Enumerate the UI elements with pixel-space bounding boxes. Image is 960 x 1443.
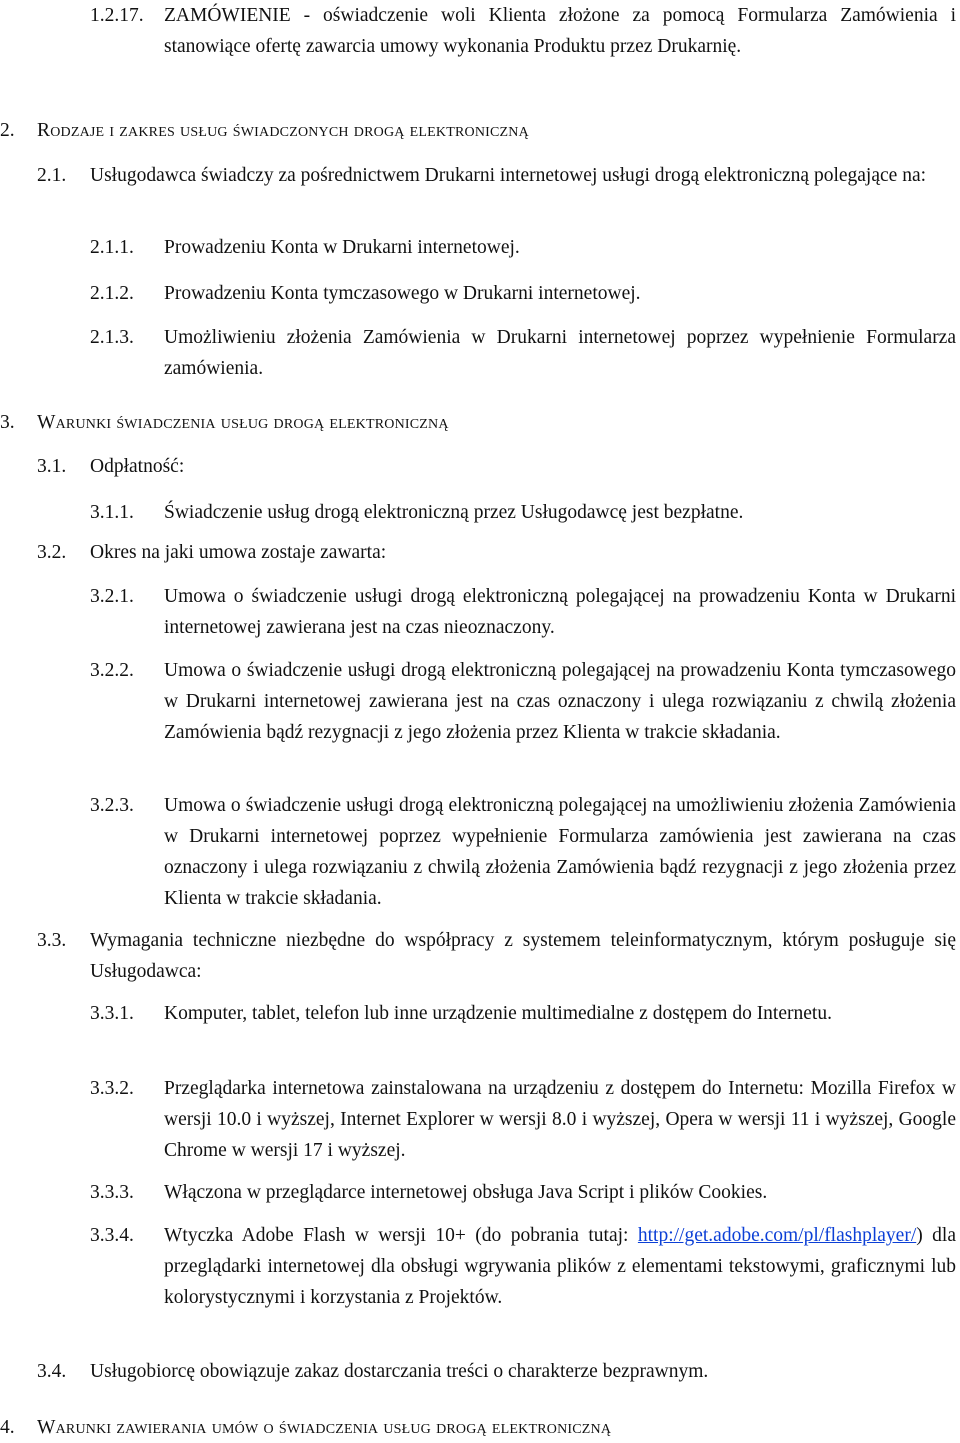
clause-text: Świadczenie usług drogą elektroniczną przez Usługodawcę jest bezpłatne.	[164, 502, 744, 523]
clause-number: 3.2.3.	[90, 795, 134, 816]
section-number: 3.	[0, 412, 15, 433]
clause-text: Umowa o świadczenie usługi drogą elektroniczną polegającej na prowadzeniu Konta w Drukarni internetowej zawierana jest na czas nieoznaczony.	[164, 586, 956, 638]
clause-number: 2.1.3.	[90, 327, 134, 348]
clause-text	[164, 1220, 956, 1313]
clause-text-after: ) dla przeglądarki internetowej dla obsługi wgrywania plików z elementami tekstowymi, graficznymi lub kolorystycznymi i korzystania z Projektów.	[164, 1225, 956, 1308]
clause-text: Okres na jaki umowa zostaje zawarta:	[90, 542, 387, 563]
clause-number: 3.3.2.	[90, 1078, 134, 1099]
clause-text: Odpłatność:	[90, 456, 185, 477]
clause-number: 3.2.	[37, 542, 67, 563]
section-number: 2.	[0, 120, 15, 141]
clause-text: Usługodawca świadczy za pośrednictwem Drukarni internetowej usługi drogą elektroniczną polegające na:	[90, 165, 927, 186]
clause-number: 3.3.4.	[90, 1225, 134, 1246]
clause-text: Umożliwieniu złożenia Zamówienia w Drukarni internetowej poprzez wypełnienie Formularza zamówienia.	[164, 327, 956, 379]
clause-text: Wymagania techniczne niezbędne do współpracy z systemem teleinformatycznym, którym posługuje się Usługodawca:	[90, 930, 956, 982]
clause-number: 2.1.2.	[90, 283, 134, 304]
clause-text: ZAMÓWIENIE - oświadczenie woli Klienta złożone za pomocą Formularza Zamówienia i stanowiące ofertę zawarcia umowy wykonania Produktu przez Drukarnię.	[164, 5, 956, 57]
clause-text-before: Wtyczka Adobe Flash w wersji 10+ (do pobrania tutaj:	[164, 1225, 638, 1246]
clause-number: 1.2.17.	[90, 5, 144, 26]
clause-number: 3.1.1.	[90, 502, 134, 523]
section-title: Warunki świadczenia usług drogą elektroniczną	[37, 412, 449, 433]
section-title: Rodzaje i zakres usług świadczonych drogą elektroniczną	[37, 120, 529, 141]
clause-number: 3.1.	[37, 456, 67, 477]
section-title: Warunki zawierania umów o świadczenia usług drogą elektroniczną	[37, 1417, 612, 1438]
clause-text: Usługobiorcę obowiązuje zakaz dostarczania treści o charakterze bezprawnym.	[90, 1361, 709, 1382]
clause-text: Umowa o świadczenie usługi drogą elektroniczną polegającej na umożliwieniu złożenia Zamówienia w Drukarni internetowej poprzez wypełnienie Formularza zamówienia jest zawierana na czas oznaczony i ulega rozwiązaniu z chwilą złożenia Zamówienia bądź rezygnacji z jego złożenia przez Klienta w trakcie składania.	[164, 795, 956, 909]
clause-number: 3.3.3.	[90, 1182, 134, 1203]
clause-number: 3.2.2.	[90, 660, 134, 681]
clause-number: 3.2.1.	[90, 586, 134, 607]
clause-text: Umowa o świadczenie usługi drogą elektroniczną polegającej na prowadzeniu Konta tymczasowego w Drukarni internetowej zawierana jest na czas oznaczony i ulega rozwiązaniu z chwilą złożenia Zamówienia bądź rezygnacji z jego złożenia przez Klienta w trakcie składania.	[164, 660, 956, 743]
clause-text: Prowadzeniu Konta w Drukarni internetowej.	[164, 237, 520, 258]
clause-number: 3.3.	[37, 930, 67, 951]
clause-text: Przeglądarka internetowa zainstalowana na urządzeniu z dostępem do Internetu: Mozilla Firefox w wersji 10.0 i wyższej, Internet Explorer w wersji 8.0 i wyższej, Opera w wersji 11 i wyższej, Google Chrome w wersji 17 i wyższej.	[164, 1078, 956, 1161]
clause-number: 3.3.1.	[90, 1003, 134, 1024]
clause-text: Komputer, tablet, telefon lub inne urządzenie multimedialne z dostępem do Internetu.	[164, 1003, 832, 1024]
clause-number: 2.1.1.	[90, 237, 134, 258]
adobe-flash-download-link[interactable]: http://get.adobe.com/pl/flashplayer/	[637, 1225, 917, 1246]
clause-number: 3.4.	[37, 1361, 67, 1382]
clause-text: Włączona w przeglądarce internetowej obsługa Java Script i plików Cookies.	[164, 1182, 768, 1203]
section-number: 4.	[0, 1417, 15, 1438]
clause-number: 2.1.	[37, 165, 67, 186]
clause-text: Prowadzeniu Konta tymczasowego w Drukarni internetowej.	[164, 283, 641, 304]
